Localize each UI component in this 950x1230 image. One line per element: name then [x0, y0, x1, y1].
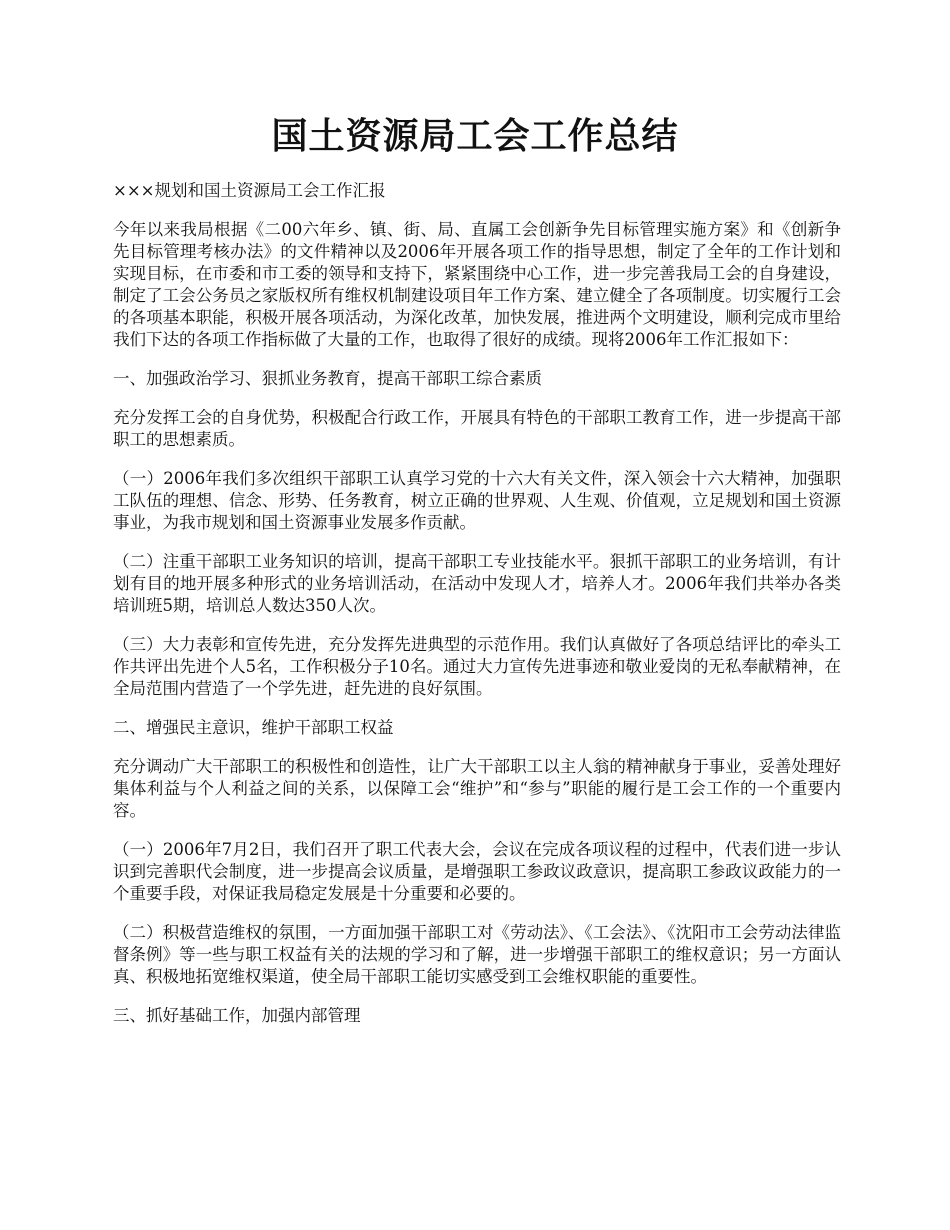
- section-1-item-3: （三）大力表彰和宣传先进，充分发挥先进典型的示范作用。我们认真做好了各项总结评比的牵头工作共评出先进个人5名，工作积极分子10名。通过大力宣传先进事迹和敬业爱岗的无私奉献精神，在全局范围内营造了一个学先进，赶先进的良好氛围。: [113, 635, 841, 698]
- section-2-item-1: （一）2006年7月2日，我们召开了职工代表大会，会议在完成各项议程的过程中，代表们进一步认识到完善职代会制度，进一步提高会议质量，是增强职工参政议政意识，提高职工参政议政能力的一个重要手段，对保证我局稳定发展是十分重要和必要的。: [113, 840, 841, 903]
- document-title: 国土资源局工会工作总结: [271, 115, 679, 157]
- section-2-item-2: （二）积极营造维权的氛围，一方面加强干部职工对《劳动法》、《工会法》、《沈阳市工会劳动法律监督条例》等一些与职工权益有关的法规的学习和了解，进一步增强干部职工的维权意识；另一方面认真、积极地拓宽维权渠道，使全局干部职工能切实感受到工会维权职能的重要性。: [113, 923, 841, 986]
- section-1-item-2: （二）注重干部职工业务知识的培训，提高干部职工专业技能水平。狠抓干部职工的业务培训，有计划有目的地开展多种形式的业务培训活动，在活动中发现人才，培养人才。2006年我们共举办各类培训班5期，培训总人数达350人次。: [113, 552, 841, 615]
- section-1-paragraph: 充分发挥工会的自身优势，积极配合行政工作，开展具有特色的干部职工教育工作，进一步提高干部职工的思想素质。: [113, 408, 841, 449]
- section-2-paragraph: 充分调动广大干部职工的积极性和创造性，让广大干部职工以主人翁的精神献身于事业，妥善处理好集体利益与个人利益之间的关系，以保障工会“维护”和“参与”职能的履行是工会工作的一个重要内容。: [113, 757, 841, 820]
- section-heading-2: 二、增强民主意识，维护干部职工权益: [113, 718, 394, 737]
- section-heading-1: 一、加强政治学习、狠抓业务教育，提高干部职工综合素质: [113, 369, 542, 388]
- document-body: [113, 180, 841, 1044]
- section-heading-3: 三、抓好基础工作，加强内部管理: [113, 1006, 361, 1025]
- intro-paragraph: 今年以来我局根据《二00六年乡、镇、街、局、直属工会创新争先目标管理实施方案》和《创新争先目标管理考核办法》的文件精神以及2006年开展各项工作的指导思想，制定了全年的工作计划和实现目标，在市委和市工委的领导和支持下，紧紧围绕中心工作，进一步完善我局工会的自身建设，制定了工会公务员之家版权所有维权机制建设项目年工作方案、建立健全了各项制度。切实履行工会的各项基本职能，积极开展各项活动，为深化改革，加快发展，推进两个文明建设，顺利完成市里给我们下达的各项工作指标做了大量的工作，也取得了很好的成绩。现将2006年工作汇报如下：: [113, 220, 841, 349]
- report-subtitle: ×××规划和国土资源局工会工作汇报: [113, 181, 386, 200]
- section-1-item-1: （一）2006年我们多次组织干部职工认真学习党的十六大有关文件，深入领会十六大精神，加强职工队伍的理想、信念、形势、任务教育，树立正确的世界观、人生观、价值观，立足规划和国土资源事业，为我市规划和国土资源事业发展多作贡献。: [113, 469, 841, 532]
